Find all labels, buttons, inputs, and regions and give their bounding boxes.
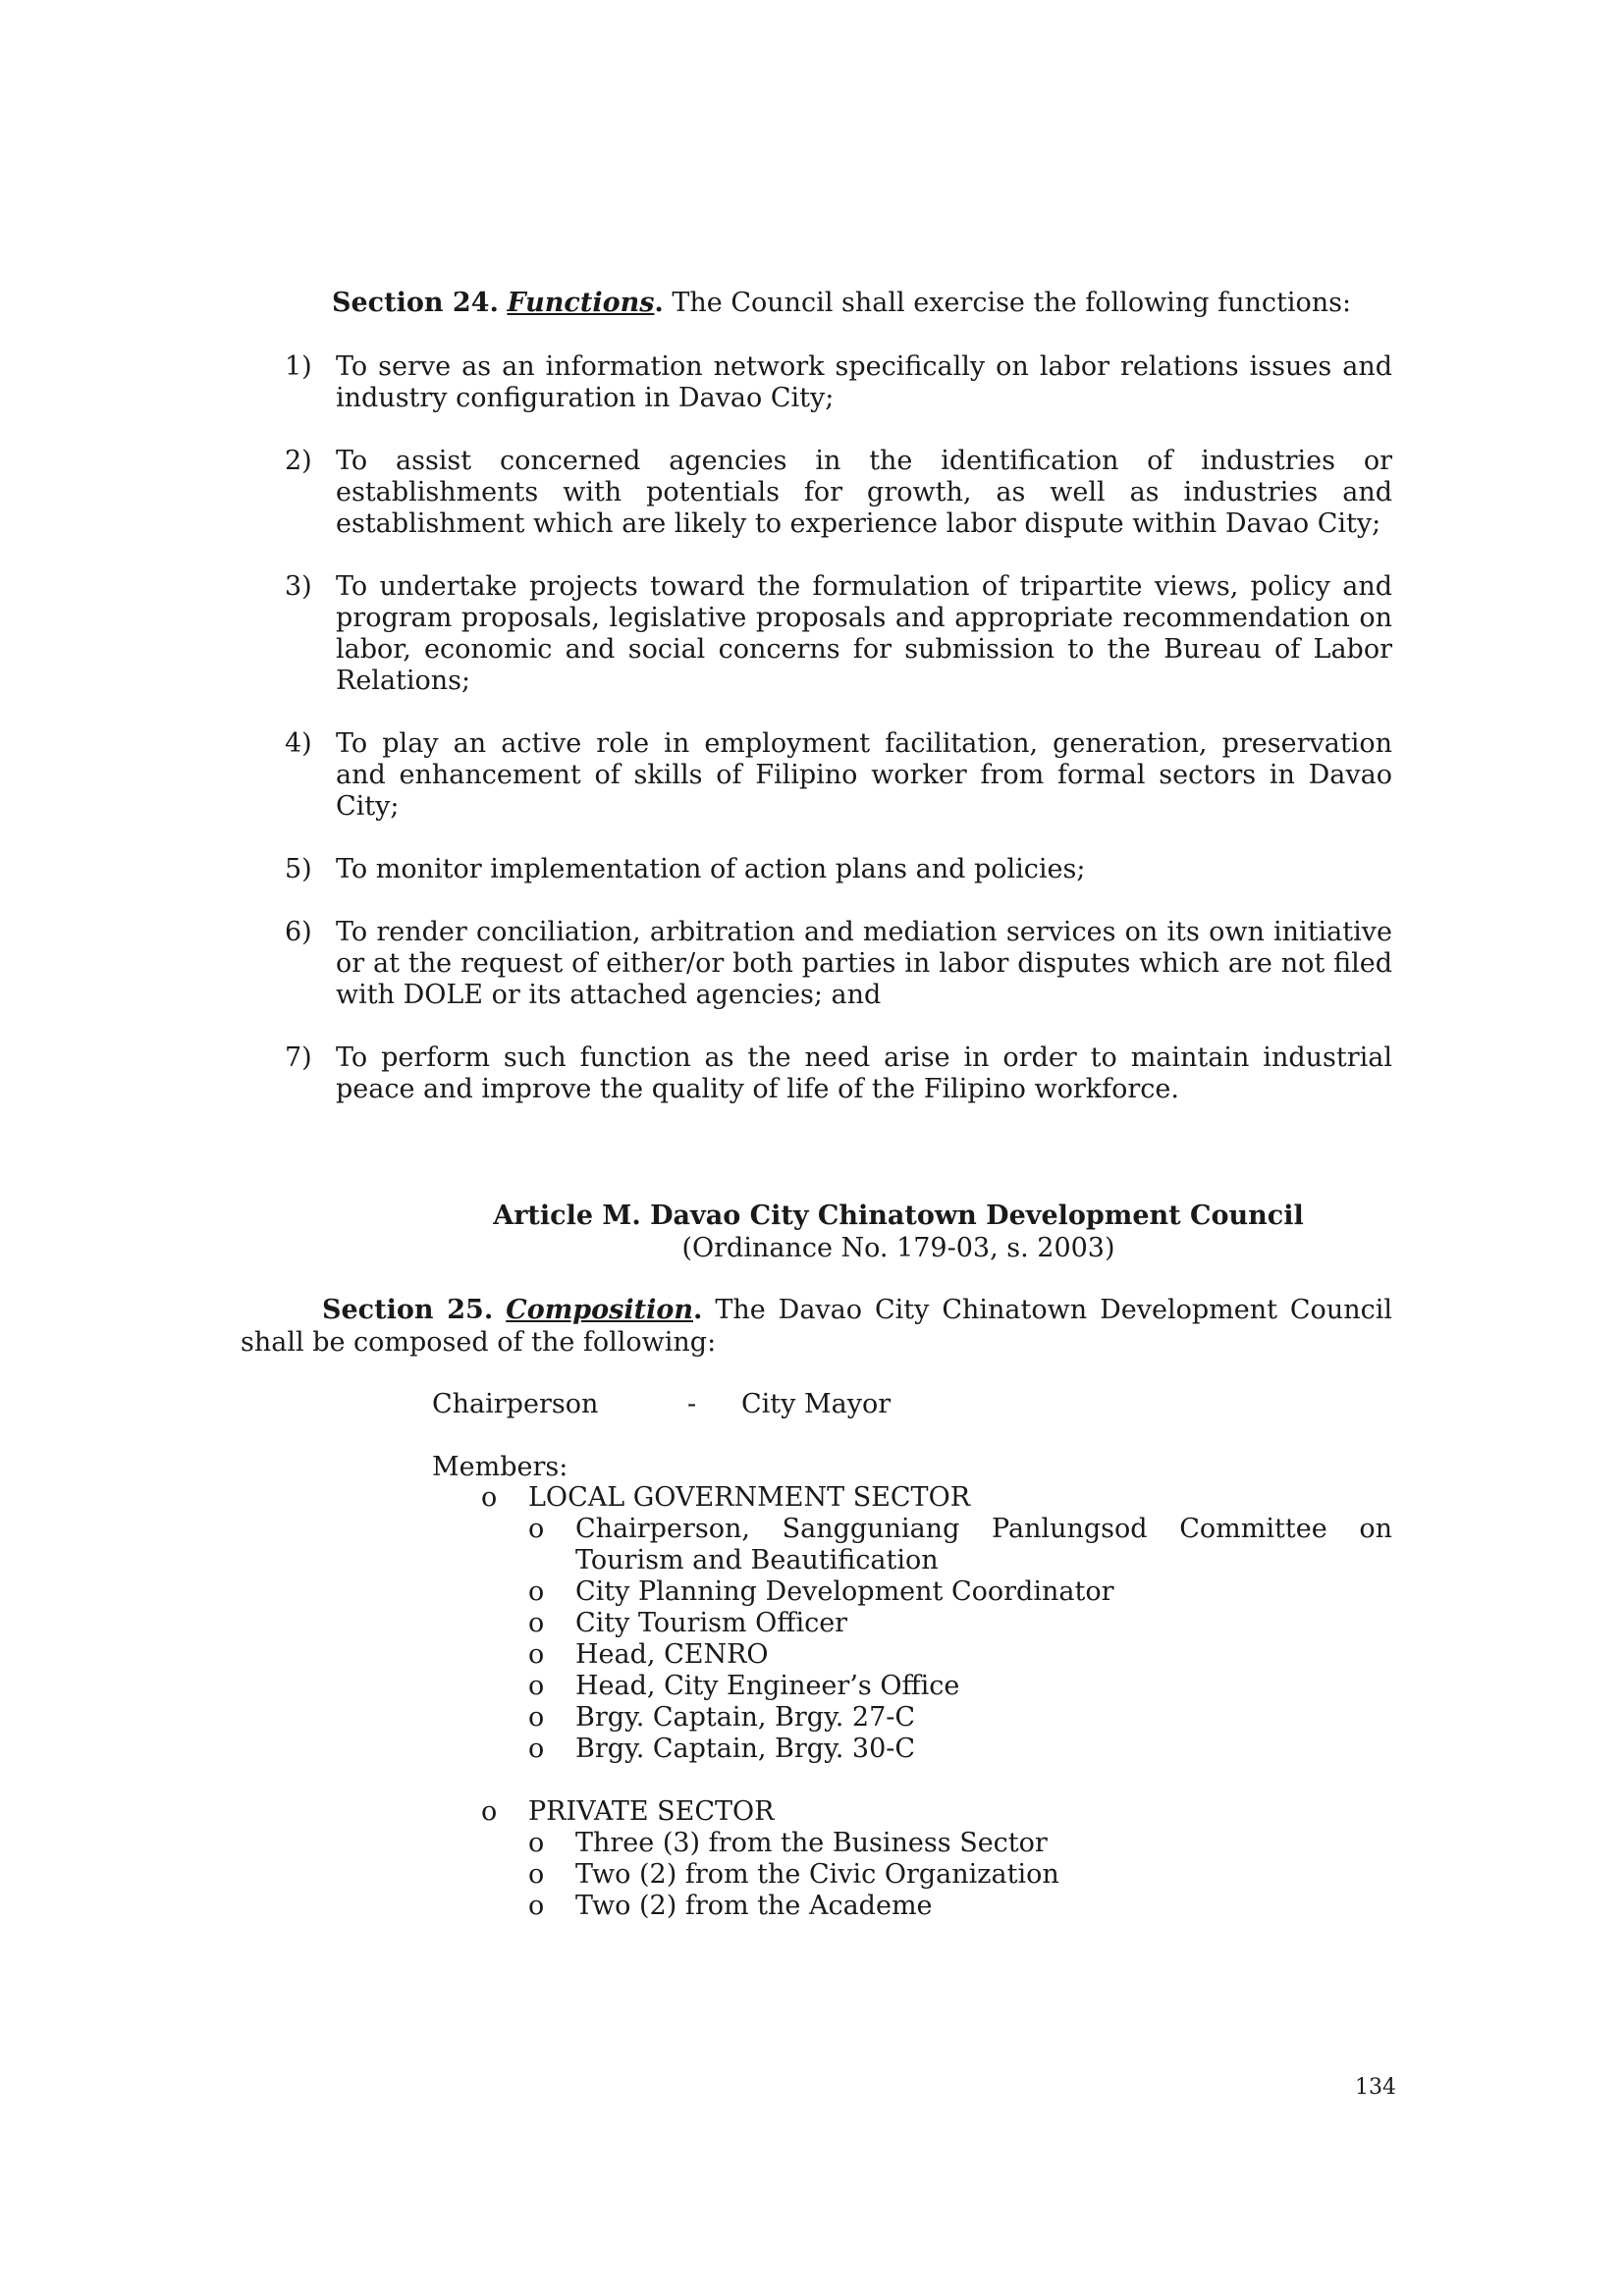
list-item bbox=[528, 1734, 1392, 1765]
section-24-period: . bbox=[654, 288, 664, 318]
bullet-icon: o bbox=[528, 1734, 545, 1764]
bullet-icon: o bbox=[528, 1639, 545, 1670]
function-number: 7) bbox=[285, 1042, 312, 1073]
function-text: To serve as an information network specifically on labor relations issues and industry configuration in Davao City; bbox=[336, 351, 1392, 413]
member-text: Head, City Engineer’s Office bbox=[575, 1671, 960, 1701]
section-25-intro: The Davao City Chinatown Development Council shall be composed of the following: bbox=[241, 1295, 1392, 1358]
list-item bbox=[528, 1514, 1392, 1545]
list-item bbox=[528, 1891, 1392, 1922]
sector-title: PRIVATE SECTOR bbox=[528, 1796, 775, 1827]
function-text: To undertake projects toward the formulation of tripartite views, policy and program proposals, legislative proposals and appropriate recommendation on labor, economic and social concerns for submission to the Bureau of Labor Relations; bbox=[336, 571, 1392, 696]
member-text: Brgy. Captain, Brgy. 30-C bbox=[575, 1734, 916, 1764]
function-number: 3) bbox=[285, 571, 312, 602]
functions-list bbox=[285, 351, 1392, 1137]
list-item bbox=[528, 1608, 1392, 1639]
member-text: Tourism and Beautification bbox=[575, 1545, 939, 1575]
member-text: Chairperson, Sangguniang Panlungsod Committee on bbox=[575, 1514, 1392, 1544]
function-item bbox=[285, 571, 1392, 697]
private-sector-members bbox=[528, 1828, 1392, 1922]
bullet-icon: o bbox=[528, 1608, 545, 1638]
section-24-heading bbox=[332, 287, 1392, 319]
chairperson-label: Chairperson bbox=[432, 1389, 599, 1419]
function-text: To perform such function as the need arise in order to maintain industrial peace and improve the quality of life of the Filipino workforce. bbox=[336, 1042, 1392, 1104]
function-text: To monitor implementation of action plans and policies; bbox=[336, 854, 1086, 884]
bullet-icon: o bbox=[528, 1702, 545, 1733]
function-item bbox=[285, 854, 1392, 885]
member-text: Three (3) from the Business Sector bbox=[575, 1828, 1048, 1858]
chairperson-dash: - bbox=[687, 1389, 697, 1419]
section-25-title: Composition bbox=[506, 1295, 693, 1325]
function-item bbox=[285, 351, 1392, 414]
function-item bbox=[285, 1042, 1392, 1105]
section-25-paragraph bbox=[241, 1294, 1392, 1359]
list-item bbox=[528, 1639, 1392, 1671]
article-title: Article M. Davao City Chinatown Development Council bbox=[493, 1201, 1304, 1231]
bullet-icon: o bbox=[528, 1576, 545, 1607]
section-25-period: . bbox=[692, 1295, 703, 1325]
list-item bbox=[528, 1702, 1392, 1734]
member-text: Brgy. Captain, Brgy. 27-C bbox=[575, 1702, 916, 1733]
function-item bbox=[285, 446, 1392, 540]
bullet-icon: o bbox=[528, 1859, 545, 1890]
section-25-label: Section 25. bbox=[322, 1295, 494, 1325]
function-number: 6) bbox=[285, 917, 312, 947]
function-number: 4) bbox=[285, 728, 312, 759]
page-number: 134 bbox=[1355, 2075, 1396, 2100]
bullet-icon: o bbox=[528, 1828, 545, 1858]
section-24-title: Functions bbox=[507, 288, 655, 318]
list-item bbox=[528, 1828, 1392, 1859]
member-text: Head, CENRO bbox=[575, 1639, 769, 1670]
list-item bbox=[528, 1671, 1392, 1702]
function-number: 5) bbox=[285, 854, 312, 884]
bullet-icon: o bbox=[528, 1891, 545, 1921]
section-24-intro: The Council shall exercise the following functions: bbox=[663, 288, 1352, 318]
function-text: To play an active role in employment facilitation, generation, preservation and enhancement of skills of Filipino worker from formal sectors in Davao City; bbox=[336, 728, 1392, 822]
section-24-label: Section 24. bbox=[332, 288, 499, 318]
bullet-icon: o bbox=[481, 1796, 498, 1827]
list-item bbox=[528, 1859, 1392, 1891]
list-item bbox=[528, 1576, 1392, 1608]
member-text: City Planning Development Coordinator bbox=[575, 1576, 1114, 1607]
member-text: Two (2) from the Civic Organization bbox=[575, 1859, 1059, 1890]
member-text: City Tourism Officer bbox=[575, 1608, 848, 1638]
list-item bbox=[528, 1545, 1392, 1576]
members-label: Members: bbox=[432, 1452, 568, 1482]
local-government-members bbox=[528, 1514, 1392, 1765]
member-text: Two (2) from the Academe bbox=[575, 1891, 933, 1921]
function-text: To assist concerned agencies in the identification of industries or establishments with potentials for growth, as well as industries and establishment which are likely to experience labor dispute within Davao City; bbox=[336, 446, 1392, 539]
chairperson-value: City Mayor bbox=[741, 1389, 892, 1419]
function-number: 1) bbox=[285, 351, 312, 382]
bullet-icon: o bbox=[528, 1671, 545, 1701]
bullet-icon: o bbox=[528, 1514, 545, 1544]
function-number: 2) bbox=[285, 446, 312, 476]
sector-title: LOCAL GOVERNMENT SECTOR bbox=[528, 1482, 971, 1513]
ordinance-reference: (Ordinance No. 179-03, s. 2003) bbox=[681, 1233, 1115, 1263]
bullet-icon: o bbox=[481, 1482, 498, 1513]
function-item bbox=[285, 728, 1392, 823]
function-item bbox=[285, 917, 1392, 1011]
function-text: To render conciliation, arbitration and mediation services on its own initiative or at the request of either/or both parties in labor disputes which are not filed with DOLE or its attached agencies; and bbox=[336, 917, 1392, 1010]
